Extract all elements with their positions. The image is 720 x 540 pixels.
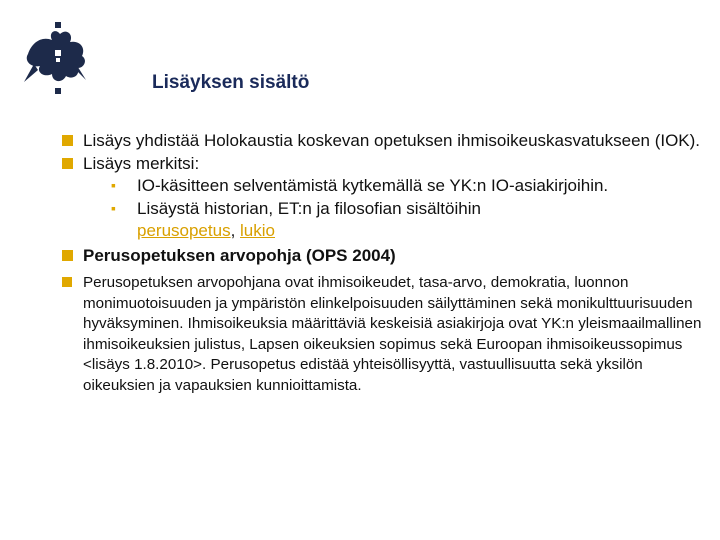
small-square-bullet-icon: ▪	[111, 177, 116, 193]
slide-title: Lisäyksen sisältö	[152, 72, 310, 93]
slide-content	[62, 130, 702, 397]
bullet-item	[62, 153, 702, 176]
sub-bullet-text: IO-käsitteen selventämistä kytkemällä se YK:n IO-asiakirjoihin.	[137, 176, 609, 195]
square-bullet-icon	[62, 158, 73, 169]
paragraph-item	[62, 273, 702, 397]
heading-text: Perusopetuksen arvopohja (OPS 2004)	[83, 245, 396, 265]
perusopetus-link[interactable]: perusopetus	[137, 221, 231, 240]
square-bullet-icon	[62, 135, 73, 146]
small-square-bullet-icon: ▪	[111, 199, 116, 216]
university-logo-icon	[22, 22, 90, 96]
bullet-text: Lisäys yhdistää Holokaustia koskevan opetuksen ihmisoikeuskasvatukseen (IOK).	[83, 131, 701, 150]
sub-bullet-text: Lisäystä historian, ET:n ja filosofian sisältöihin	[137, 198, 481, 218]
bullet-item	[62, 130, 702, 153]
lukio-link[interactable]: lukio	[240, 221, 275, 240]
link-separator: ,	[230, 221, 241, 240]
square-bullet-icon	[62, 277, 72, 287]
section-heading	[62, 245, 702, 268]
sub-bullet-item	[109, 198, 702, 243]
paragraph-text: Perusopetuksen arvopohjana ovat ihmisoikeudet, tasa-arvo, demokratia, luonnon monimuotoisuuden ja ympäristön elinkelpoisuuden säilyttäminen sekä monikulttuurisuuden hyväksyminen. Ihmisoikeuksia määrittäviä keskeisiä asiakirjoja ovat YK:n yleismaailmallinen ihmisoikeuksien julistus, Lapsen oikeuksien sopimus sekä Euroopan ihmisoikeussopimus <lisäys 1.8.2010>. Perusopetus edistää yhteisöllisyyttä, vastuullisuutta sekä yksilön oikeuksien ja vapauksien kunnioittamista.	[83, 274, 702, 394]
square-bullet-icon	[62, 250, 73, 261]
sub-bullet-item	[109, 175, 702, 198]
bullet-text: Lisäys merkitsi:	[83, 153, 200, 173]
